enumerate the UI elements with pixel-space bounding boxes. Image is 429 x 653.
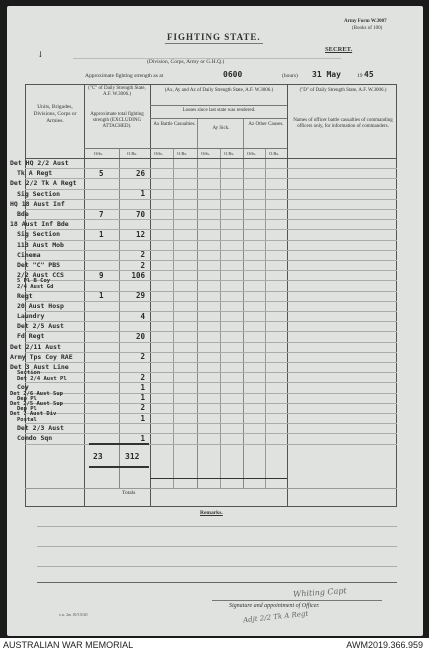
row-unit-label: Det 2/6 Aust Sup	[10, 390, 63, 397]
row-rule	[25, 382, 397, 383]
subhead-c-offs: Offs.	[94, 151, 104, 156]
subhead-ax-ors: O.Rs.	[177, 151, 188, 156]
header-c-state: ("C" of Daily Strength State, A.F. W.3006.)	[88, 86, 146, 97]
remarks-label: Remarks.	[200, 510, 223, 516]
table-bottom-border	[25, 506, 397, 507]
row-unit-label: Army Tps Coy RAE	[10, 352, 73, 361]
row-unit-label: 2/4 Aust Gd	[17, 283, 54, 290]
row-unit-label: Det 2/5 Aust Sup	[10, 400, 63, 407]
row-unit-label: Det HQ 2/2 Aust	[10, 159, 69, 167]
row-ors: 26	[135, 168, 145, 178]
appointment-handwritten: Adjt 2/2 Tk A Regt	[242, 609, 309, 625]
row-ors: 4	[140, 311, 145, 321]
remarks-line-3	[37, 566, 397, 567]
row-rule	[25, 209, 397, 210]
subhead-az-ors: O.Rs.	[269, 151, 280, 156]
row-unit-label: Coy	[17, 383, 29, 392]
header-az: Az Other Causes.	[248, 122, 284, 127]
subhead-az-offs: Offs.	[247, 151, 257, 156]
row-ors: 2	[140, 403, 145, 413]
row-rule	[25, 260, 397, 261]
row-offs: 1	[99, 229, 104, 239]
subhead-ax-offs: Offs.	[154, 151, 164, 156]
row-rule	[25, 433, 397, 434]
row-unit-label: Section	[17, 370, 41, 377]
time-value: 0600	[223, 70, 243, 79]
footer-institution: AUSTRALIAN WAR MEMORIAL	[3, 640, 134, 650]
row-ors: 1	[140, 189, 145, 199]
date-value: 31 May	[312, 70, 341, 79]
row-unit-label: Sig Section	[17, 189, 61, 198]
row-unit-label: 2/2 Aust CCS	[17, 271, 64, 280]
row-ors: 2	[140, 260, 145, 270]
row-ors: 20	[135, 331, 145, 341]
footer-accession: AWM2019.366.959	[346, 640, 423, 650]
row-unit-label: Postal	[17, 416, 37, 423]
header-d-state: ("D" of Daily Strength State, A.F. W.3006.)	[299, 88, 387, 93]
row-unit-label: Tk A Regt	[17, 169, 53, 178]
row-rule	[25, 178, 397, 179]
row-unit-label: 18 Aust Inf Bde	[10, 220, 69, 229]
row-ors: 70	[135, 209, 145, 219]
remarks-line-2	[37, 546, 397, 547]
row-rule	[25, 240, 397, 241]
row-unit-label: Cinema	[17, 250, 41, 259]
subhead-ay-ors: O.Rs.	[224, 151, 235, 156]
row-rule	[25, 342, 397, 343]
totals-line	[150, 478, 287, 479]
row-rule	[25, 423, 397, 424]
row-unit-label: Det 2/11 Aust	[10, 342, 61, 351]
row-rule	[25, 331, 397, 332]
header-units: Units, Brigades, Divisions, Corps or Armies.	[33, 104, 77, 124]
form-title: FIGHTING STATE.	[167, 32, 261, 42]
row-rule	[25, 362, 397, 363]
row-unit-label: Sig Section	[17, 230, 61, 239]
row-unit-label: Comdo Sqn	[17, 434, 53, 443]
row-ors: 29	[135, 291, 145, 301]
form-sheet	[7, 6, 423, 636]
losses-sub-rule	[150, 118, 287, 119]
row-ors: 12	[135, 229, 145, 239]
row-unit-label: Dep Pl	[17, 406, 37, 413]
strength-prefix: Approximate fighting strength as at	[85, 73, 164, 79]
form-number: Army Form W.3007	[344, 19, 387, 24]
row-unit-label: Det "C" PBS	[17, 261, 61, 269]
row-unit-label: Regt	[17, 291, 33, 300]
title-underline	[165, 43, 263, 44]
row-unit-label: Det 3 Aust Line	[10, 363, 69, 371]
row-unit-label: Det 7 Aust Div	[10, 411, 57, 417]
header-bottom-rule	[25, 158, 397, 159]
secret-mark: SECRET.	[325, 46, 353, 53]
totals-label: Totals	[122, 490, 136, 496]
header-losses: Losses since last state was rendered.	[182, 108, 256, 113]
row-ors: 1	[140, 413, 145, 423]
row-rule	[25, 250, 397, 251]
subheader-rule	[84, 148, 287, 149]
row-ors: 1	[140, 382, 145, 392]
row-rule	[25, 413, 397, 414]
row-unit-label: 5 Pl B Coy	[17, 278, 51, 285]
row-ors: 2	[140, 250, 145, 260]
signature-line	[212, 600, 382, 601]
row-rule	[25, 393, 397, 394]
row-rule	[25, 219, 397, 220]
subhead-c-ors: O.Rs.	[127, 151, 138, 156]
row-rule	[25, 291, 397, 292]
unit-line-label: (Division, Corps, Army or G.H.Q.)	[147, 59, 225, 65]
header-ax: Ax Battle Casualties.	[153, 122, 196, 127]
row-offs: 5	[99, 168, 104, 178]
row-rule	[25, 229, 397, 230]
row-unit-label: Bde	[17, 210, 29, 218]
subhead-ay-offs: Offs.	[201, 151, 211, 156]
remarks-line-1	[37, 526, 397, 527]
signature-handwritten: Whiting Capt	[292, 586, 347, 599]
row-rule	[25, 403, 397, 404]
archive-footer	[0, 638, 429, 653]
row-rule	[25, 189, 397, 190]
row-unit-label: Det 2/3 Aust	[17, 424, 64, 433]
row-rule	[25, 444, 397, 445]
row-unit-label: Fd Regt	[17, 332, 45, 341]
hours-label: (hours)	[282, 73, 298, 79]
total-ors: 312	[125, 452, 140, 461]
totals-rule-bottom	[89, 466, 149, 468]
row-unit-label: 20 Aust Hosp	[17, 301, 64, 310]
row-unit-label: 113 Aust Mob	[17, 240, 64, 249]
row-offs: 7	[99, 209, 104, 219]
row-rule	[25, 301, 397, 302]
row-rule	[25, 270, 397, 271]
header-ax-state: (Ax, Ay and Az of Daily Strength State, A.F. W.3006.)	[164, 88, 274, 93]
remarks-bottom-rule	[37, 582, 397, 583]
row-unit-label: Laundry	[17, 312, 45, 320]
header-names: Names of officer battle casualties of commanding officers only, for information of commanders.	[293, 118, 393, 130]
row-rule	[25, 199, 397, 200]
totals-row-rule	[25, 488, 397, 489]
books-note: (Books of 100)	[352, 26, 383, 31]
row-ors: 106	[131, 270, 145, 280]
row-unit-label: Det 2/5 Aust	[17, 322, 64, 331]
row-rule	[25, 372, 397, 373]
row-rule	[25, 280, 397, 281]
row-ors: 1	[140, 393, 145, 403]
row-unit-label: HQ 18 Aust Inf	[10, 199, 65, 208]
row-rule	[25, 321, 397, 322]
row-rule	[25, 168, 397, 169]
signature-label: Signature and appointment of Officer.	[229, 603, 320, 609]
year-value: 45	[364, 70, 374, 79]
year-prefix: 19	[357, 73, 363, 79]
row-offs: 1	[99, 291, 104, 301]
header-approx: Approximate total fighting strength (EXCLUDING ATTACHED).	[90, 112, 144, 129]
row-rule	[25, 352, 397, 353]
row-ors: 2	[140, 352, 145, 362]
losses-rule	[150, 105, 287, 106]
row-unit-label: Dep Pl	[17, 396, 37, 403]
row-unit-label: Det 2/2 Tk A Regt	[10, 179, 77, 188]
print-code: s.w. 2m 10/3 8/40	[59, 612, 88, 617]
totals-rule-top	[89, 443, 149, 445]
row-rule	[25, 311, 397, 312]
total-offs: 23	[93, 452, 103, 461]
pen-mark: ↓	[37, 50, 44, 59]
row-unit-label: Det 2/4 Aust Pl	[17, 375, 67, 382]
row-ors: 1	[140, 433, 145, 443]
row-ors: 2	[140, 372, 145, 382]
row-offs: 9	[99, 270, 104, 280]
header-ay: Ay Sick.	[212, 126, 230, 131]
table-top-border	[25, 84, 397, 85]
